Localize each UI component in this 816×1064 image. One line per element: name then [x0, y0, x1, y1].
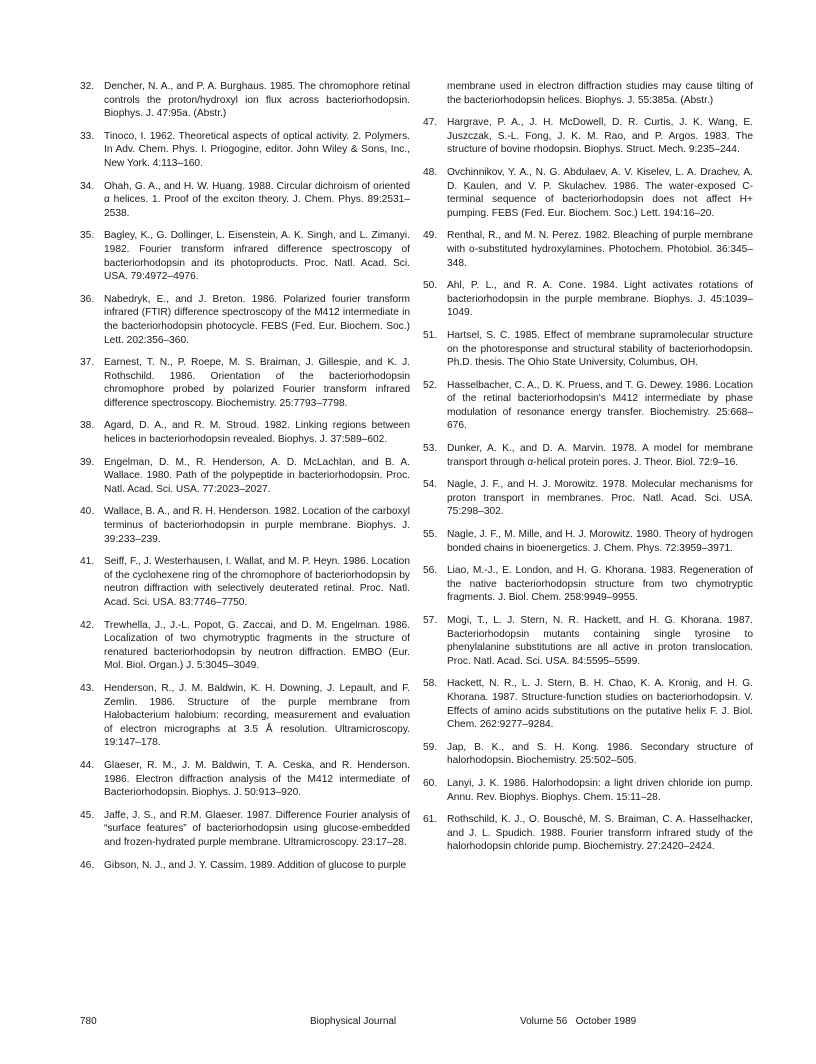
reference-text: Renthal, R., and M. N. Perez. 1982. Bleaching of purple membrane with o-substituted hydroxylamines. Photochem. Photobiol. 36:345–348.	[447, 230, 753, 269]
reference-item	[423, 329, 753, 370]
reference-text: Nagle, J. F., M. Mille, and H. J. Morowitz. 1980. Theory of hydrogen bonded chains in bioenergetics. J. Chem. Phys. 72:3959–3971.	[447, 529, 753, 554]
reference-item	[80, 555, 410, 609]
journal-name: Biophysical Journal	[310, 1016, 397, 1027]
reference-number: 52.	[423, 379, 438, 391]
reference-number: 51.	[423, 329, 438, 341]
reference-text: Ahl, P. L., and R. A. Cone. 1984. Light activates rotations of bacteriorhodopsin in the purple membrane. Biophys. J. 45:1039–1049.	[447, 280, 753, 319]
reference-number: 35.	[80, 230, 95, 242]
reference-text: Jaffe, J. S., and R.M. Glaeser. 1987. Difference Fourier analysis of “surface features” of bacteriorhodopsin using glucose-embedded and frozen-hydrated purple membrane. Ultramicroscopy. 23:17–28.	[104, 809, 410, 848]
reference-number: 47.	[423, 117, 438, 129]
reference-number: 44.	[80, 759, 95, 771]
reference-item	[423, 813, 753, 854]
reference-item	[80, 130, 410, 171]
reference-number: 48.	[423, 166, 438, 178]
reference-list-left	[80, 80, 410, 881]
reference-text: Rothschild, K. J., O. Bousché, M. S. Braiman, C. A. Hasselhacker, and J. L. Spudich. 1988. Fourier transform infrared study of the halorhodopsin chloride pump. Biochemistry. 27:2420–2424.	[447, 814, 753, 853]
reference-number: 40.	[80, 506, 95, 518]
reference-text: Hackett, N. R., L. J. Stern, B. H. Chao, K. A. Kronig, and H. G. Khorana. 1987. Structure-function studies on bacteriorhodopsin. V. Effects of amino acids substitutions on the putative helix F. J. Biol. Chem. 262:9277–9284.	[447, 678, 753, 731]
reference-text: Engelman, D. M., R. Henderson, A. D. McLachlan, and B. A. Wallace. 1980. Path of the polypeptide in bacteriorhodopsin. Proc. Natl. Acad. Sci. USA. 77:2023–2027.	[104, 456, 410, 495]
reference-number: 50.	[423, 280, 438, 292]
reference-item	[80, 759, 410, 800]
reference-text: Hasselbacher, C. A., D. K. Pruess, and T. G. Dewey. 1986. Location of the retinal bacteriorhodopsin's M412 intermediate by phase modulation of resonance energy transfer. Biochemistry. 25:668–676.	[447, 379, 753, 432]
reference-item	[423, 229, 753, 270]
reference-text: Liao, M.-J., E. London, and H. G. Khorana. 1983. Regeneration of the native bacteriorhodopsin structure from two chymotryptic fragments. J. Biol. Chem. 258:9949–9955.	[447, 565, 753, 604]
reference-text: Earnest, T. N., P. Roepe, M. S. Braiman, J. Gillespie, and K. J. Rothschild. 1986. Orientation of the bacteriorhodopsin chromophore probed by polarized Fourier transform infrared difference spectroscopy. Biochemistry. 25:7793–7798.	[104, 357, 410, 409]
reference-item	[80, 80, 410, 121]
reference-text: Dunker, A. K., and D. A. Marvin. 1978. A model for membrane transport through α-helical protein pores. J. Theor. Biol. 72:9–16.	[447, 443, 753, 468]
reference-text: Ohah, G. A., and H. W. Huang. 1988. Circular dichroism of oriented α helices. 1. Proof of the exciton theory. J. Chem. Phys. 89:2531–2538.	[104, 180, 410, 219]
reference-number: 38.	[80, 420, 95, 432]
reference-number: 32.	[80, 81, 95, 92]
reference-number: 60.	[423, 777, 438, 789]
reference-number: 59.	[423, 741, 438, 753]
reference-text: Hartsel, S. C. 1985. Effect of membrane supramolecular structure on the photoresponse and structural stability of bacteriorhodopsin. Ph.D. thesis. The Ohio State University, Columbus, OH.	[447, 329, 753, 369]
reference-item	[80, 682, 410, 750]
reference-item	[80, 619, 410, 673]
reference-text: Mogi, T., L. J. Stern, N. R. Hackett, and H. G. Khorana. 1987. Bacteriorhodopsin mutants containing single tyrosine to phenylalanine substitutions are all active in proton translocation. Proc. Natl. Acad. Sci. USA. 84:5595–5599.	[447, 615, 753, 667]
reference-item	[423, 116, 753, 157]
reference-item	[423, 777, 753, 804]
reference-item	[80, 293, 410, 347]
reference-text: Trewhella, J., J.-L. Popot, G. Zaccai, and D. M. Engelman. 1986. Localization of two chymotryptic fragments in the structure of renatured bacteriorhodopsin by neutron diffraction. EMBO (Eur. Mol. Biol. Organ.) J. 5:3045–3049.	[104, 619, 410, 672]
reference-item	[80, 356, 410, 410]
reference-text: Ovchinnikov, Y. A., N. G. Abdulaev, A. V. Kiselev, L. A. Drachev, A. D. Kaulen, and V. P. Skulachev. 1986. The water-exposed C-terminal sequence of bacteriorhodopsin does not affect H+ pumping. FEBS (Fed. Eur. Biochem. Soc.) Lett. 194:16–20.	[447, 166, 753, 219]
reference-text: Tinoco, I. 1962. Theoretical aspects of optical activity. 2. Polymers. In Adv. Chem. Phys. I. Priogogine, editor. John Wiley & Sons, Inc., New York. 4:113–160.	[104, 130, 410, 169]
reference-item	[423, 741, 753, 768]
reference-item	[80, 809, 410, 850]
reference-item	[80, 456, 410, 497]
reference-item	[423, 166, 753, 220]
reference-text: Glaeser, R. M., J. M. Baldwin, T. A. Ceska, and R. Henderson. 1986. Electron diffraction analysis of the M412 intermediate of Bacteriorhodopsin. Biophys. J. 50:913–920.	[104, 759, 410, 799]
reference-item	[423, 528, 753, 555]
reference-text: Nagle, J. F., and H. J. Morowitz. 1978. Molecular mechanisms for proton transport in membranes. Proc. Natl. Acad. Sci. USA. 75:298–302.	[447, 479, 753, 518]
reference-item	[423, 478, 753, 519]
reference-number: 57.	[423, 615, 438, 626]
reference-number: 41.	[80, 556, 95, 568]
reference-text: membrane used in electron diffraction studies may cause tilting of the bacteriorhodopsin helices. Biophys. J. 55:385a. (Abstr.)	[447, 81, 753, 106]
reference-item	[423, 614, 753, 668]
reference-text: Nabedryk, E., and J. Breton. 1986. Polarized fourier transform infrared (FTIR) difference spectroscopy of the M412 intermediate in the bacteriorhodopsin photocycle. FEBS (Fed. Eur. Biochem. Soc.) Lett. 202:356–360.	[104, 293, 410, 346]
reference-text: Gibson, N. J., and J. Y. Cassim. 1989. Addition of glucose to purple	[104, 859, 407, 871]
reference-number: 37.	[80, 357, 95, 369]
reference-number: 45.	[80, 809, 95, 821]
reference-number: 33.	[80, 130, 95, 142]
reference-list-right	[423, 80, 753, 863]
reference-item	[423, 677, 753, 731]
reference-item-continued	[423, 80, 753, 107]
reference-item	[423, 379, 753, 433]
reference-text: Agard, D. A., and R. M. Stroud. 1982. Linking regions between helices in bacteriorhodopsin revealed. Biophys. J. 37:589–602.	[104, 420, 410, 446]
reference-number: 43.	[80, 682, 95, 694]
reference-item	[80, 180, 410, 221]
reference-item	[80, 419, 410, 446]
page-number: 780	[80, 1016, 97, 1027]
reference-item	[423, 564, 753, 605]
reference-number: 36.	[80, 293, 95, 305]
reference-number: 55.	[423, 529, 438, 541]
issue-info: Volume 56 October 1989	[520, 1016, 637, 1027]
reference-text: Seiff, F., J. Westerhausen, I. Wallat, and M. P. Heyn. 1986. Location of the cyclohexene ring of the chromophore of bacteriorhodopsin by neutron diffraction with selectively deuterated retinal. Proc. Natl. Acad. Sci. USA. 83:7746–7750.	[104, 556, 410, 608]
reference-text: Lanyi, J. K. 1986. Halorhodopsin: a light driven chloride ion pump. Annu. Rev. Biophys. Biophys. Chem. 15:11–28.	[447, 777, 753, 803]
reference-number: 49.	[423, 230, 438, 242]
reference-number: 42.	[80, 619, 95, 631]
reference-number: 54.	[423, 479, 438, 491]
reference-number: 56.	[423, 565, 438, 577]
reference-number: 39.	[80, 456, 95, 468]
reference-item	[80, 859, 410, 873]
reference-text: Jap, B. K., and S. H. Kong. 1986. Secondary structure of halorhodopsin. Biochemistry. 25:502–505.	[447, 741, 753, 767]
reference-item	[423, 279, 753, 320]
reference-number: 46.	[80, 859, 95, 871]
reference-number: 61.	[423, 814, 438, 826]
reference-text: Henderson, R., J. M. Baldwin, K. H. Downing, J. Lepault, and F. Zemlin. 1986. Structure of the purple membrane from Halobacterium halobium: recording, measurement and evaluation of electron micrographs at 3.5 Å resolution. Ultramicroscopy. 19:147–178.	[104, 682, 410, 749]
reference-item	[423, 442, 753, 469]
reference-text: Hargrave, P. A., J. H. McDowell, D. R. Curtis, J. K. Wang, E. Juszczak, S.-L. Fong, J. K. M. Rao, and P. Argos. 1983. The structure of bovine rhodopsin. Biophys. Struct. Mech. 9:235–244.	[447, 117, 753, 156]
reference-number: 58.	[423, 678, 438, 690]
reference-text: Wallace, B. A., and R. H. Henderson. 1982. Location of the carboxyl terminus of bacteriorhodopsin in purple membrane. Biophys. J. 39:233–239.	[104, 506, 410, 545]
reference-number: 53.	[423, 443, 438, 455]
page-footer	[80, 1016, 756, 1027]
reference-number: 34.	[80, 180, 95, 192]
reference-item	[80, 505, 410, 546]
reference-text: Bagley, K., G. Dollinger, L. Eisenstein, A. K. Singh, and L. Zimanyi. 1982. Fourier transform infrared difference spectroscopy of bacteriorhodopsin and its photoproducts. Proc. Natl. Acad. Sci. USA. 79:4972–4976.	[104, 230, 410, 283]
reference-item	[80, 229, 410, 283]
reference-text: Dencher, N. A., and P. A. Burghaus. 1985. The chromophore retinal controls the proton/hydroxyl ion flux across bacteriorhodopsin. Biophys. J. 47:95a. (Abstr.)	[104, 81, 410, 120]
